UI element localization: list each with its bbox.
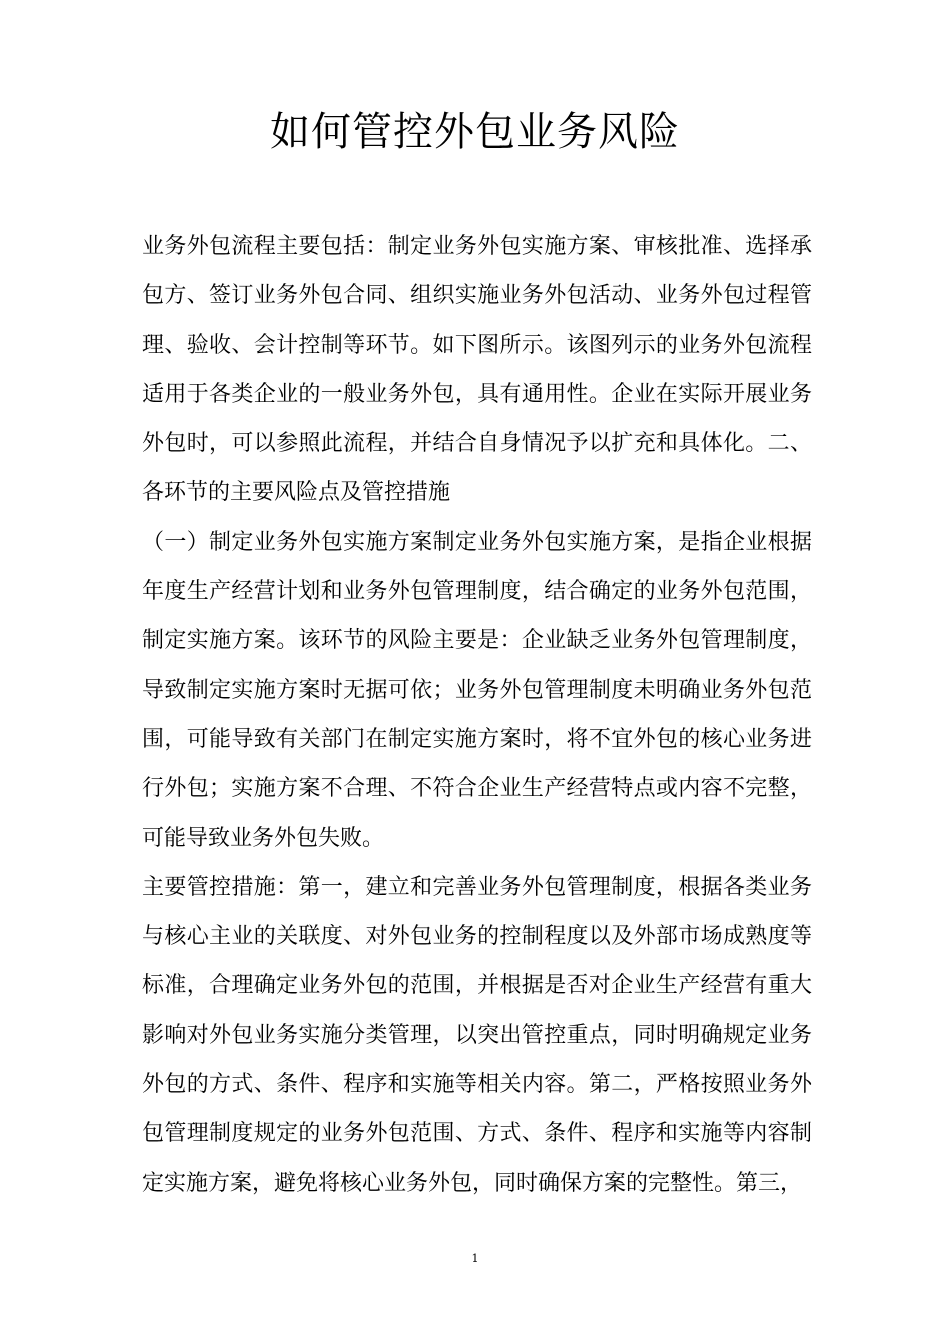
paragraph-process-overview: 业务外包流程主要包括：制定业务外包实施方案、审核批准、选择承包方、签订业务外包合同、组织实施业务外包活动、业务外包过程管理、验收、会计控制等环节。如下图所示。该图列示的业务外包流程适用于各类企业的一般业务外包，具有通用性。企业在实际开展业务外包时，可以参照此流程，并结合自身情况予以扩充和具体化。二、各环节的主要风险点及管控措施 xyxy=(142,234,812,506)
document-title: 如何管控外包业务风险 xyxy=(270,109,680,155)
page-number: 1 xyxy=(471,1252,479,1265)
paragraph-implementation-plan: （一）制定业务外包实施方案制定业务外包实施方案，是指企业根据年度生产经营计划和业务外包管理制度，结合确定的业务外包范围，制定实施方案。该环节的风险主要是：企业缺乏业务外包管理制度，导致制定实施方案时无据可依；业务外包管理制度未明确业务外包范围，可能导致有关部门在制定实施方案时，将不宜外包的核心业务进行外包；实施方案不合理、不符合企业生产经营特点或内容不完整，可能导致业务外包失败。 xyxy=(142,529,812,851)
paragraph-control-measures: 主要管控措施：第一，建立和完善业务外包管理制度，根据各类业务与核心主业的关联度、对外包业务的控制程度以及外部市场成熟度等标准，合理确定业务外包的范围，并根据是否对企业生产经营有重大影响对外包业务实施分类管理，以突出管控重点，同时明确规定业务外包的方式、条件、程序和实施等相关内容。第二，严格按照业务外包管理制度规定的业务外包范围、方式、条件、程序和实施等内容制定实施方案，避免将核心业务外包，同时确保方案的完整性。第三， xyxy=(142,874,812,1196)
document-body xyxy=(142,222,812,1208)
